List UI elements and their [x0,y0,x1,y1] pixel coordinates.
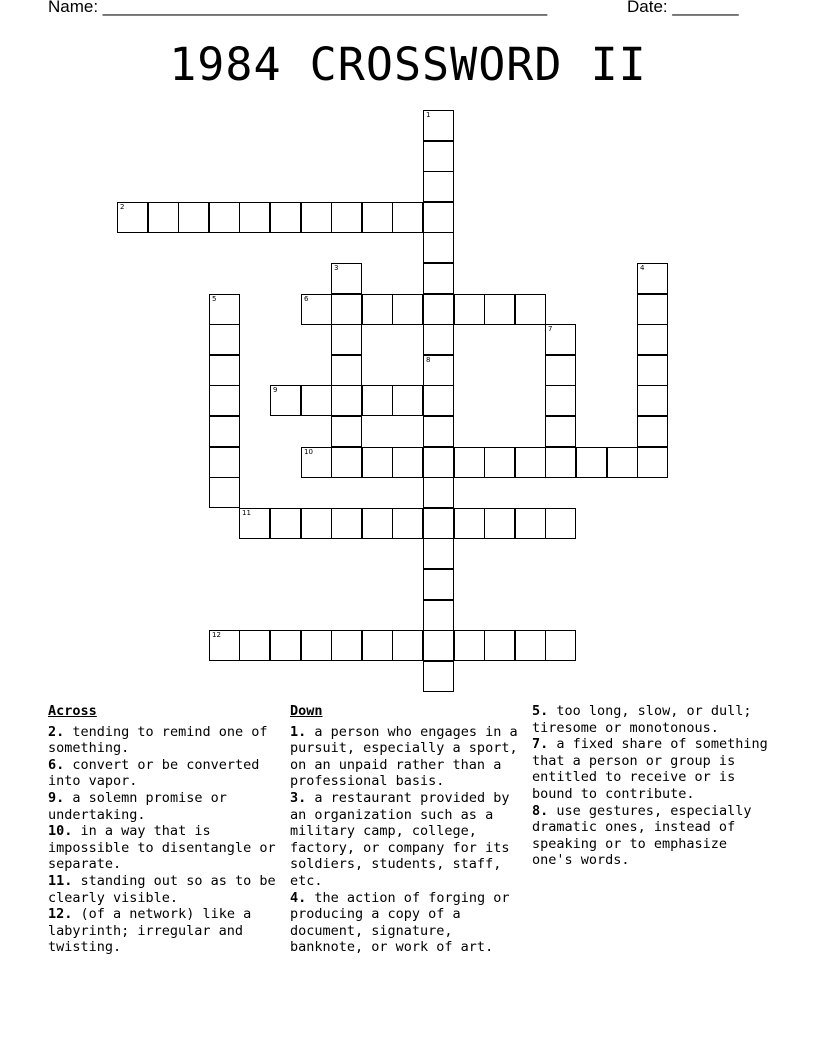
clue-item [48,823,280,873]
clue-item-number: 5. [532,703,549,719]
down-clues [290,703,526,956]
crossword-cell[interactable] [545,447,576,478]
clue-number: 11 [242,509,251,517]
crossword-cell[interactable] [301,508,332,539]
crossword-cell[interactable] [117,202,148,233]
crossword-cell[interactable] [484,630,515,661]
clue-item-text: convert or be converted into vapor. [48,756,260,790]
crossword-cell[interactable] [270,385,301,416]
name-field-label: Name: _______________________________________________ [48,0,548,16]
crossword-cell[interactable] [392,508,423,539]
crossword-cell[interactable] [637,294,668,325]
crossword-cell[interactable] [515,630,546,661]
crossword-cell[interactable] [392,294,423,325]
crossword-cell[interactable] [515,294,546,325]
crossword-cell[interactable] [331,294,362,325]
crossword-cell[interactable] [239,630,270,661]
clue-item-number: 4. [290,889,307,906]
date-field-label: Date: _______ [627,0,739,16]
crossword-cell[interactable] [301,202,332,233]
crossword-cell[interactable] [331,385,362,416]
clue-item-number: 2. [48,723,65,740]
crossword-cell[interactable] [423,508,454,539]
crossword-cell[interactable] [270,508,301,539]
clue-item-text: in a way that is impossible to disentangle or separate. [48,823,276,873]
crossword-cell[interactable] [454,294,485,325]
clue-item-number: 12. [48,906,73,923]
crossword-cell[interactable] [331,355,362,386]
crossword-cell[interactable] [423,538,454,569]
crossword-cell[interactable] [637,355,668,386]
clue-number: 2 [120,203,125,211]
clue-item [290,790,526,890]
crossword-cell[interactable] [423,141,454,172]
crossword-cell[interactable] [362,385,393,416]
crossword-cell[interactable] [637,324,668,355]
clue-item-text: a solemn promise or undertaking. [48,789,227,823]
down-clue-list [290,724,526,956]
crossword-cell[interactable] [270,630,301,661]
crossword-cell[interactable] [545,508,576,539]
clue-item-number: 10. [48,823,73,840]
clue-number: 3 [334,264,339,272]
crossword-cell[interactable] [209,202,240,233]
page-title: 1984 CROSSWORD II [169,38,647,91]
crossword-cell[interactable] [423,324,454,355]
crossword-cell[interactable] [392,630,423,661]
crossword-cell[interactable] [331,202,362,233]
crossword-cell[interactable] [392,385,423,416]
crossword-cell[interactable] [301,294,332,325]
crossword-cell[interactable] [423,416,454,447]
crossword-cell[interactable] [423,600,454,631]
clue-item-text: a person who engages in a pursuit, especially a sport, on an unpaid rather than a professional basis. [290,723,518,790]
clue-number: 1 [426,111,431,119]
clue-item-text: a restaurant provided by an organization such as a military camp, college, factory, or company for its soldiers, students, staff, etc. [290,789,510,889]
clue-item [48,757,280,790]
crossword-cell[interactable] [576,447,607,478]
down-clues-continued [532,703,772,869]
crossword-cell[interactable] [423,110,454,141]
clue-number: 10 [304,448,313,456]
crossword-cell[interactable] [515,447,546,478]
crossword-cell[interactable] [301,630,332,661]
crossword-cell[interactable] [545,630,576,661]
crossword-cell[interactable] [545,355,576,386]
crossword-cell[interactable] [423,171,454,202]
crossword-cell[interactable] [362,508,393,539]
crossword-cell[interactable] [545,385,576,416]
clue-item-text: too long, slow, or dull; tiresome or monotonous. [532,703,752,736]
clue-item [290,890,526,956]
clue-item-number: 8. [532,802,549,819]
crossword-cell[interactable] [331,630,362,661]
clue-item [48,873,280,906]
crossword-cell[interactable] [423,569,454,600]
crossword-cell[interactable] [454,508,485,539]
crossword-cell[interactable] [423,232,454,263]
crossword-cell[interactable] [209,447,240,478]
clue-item-number: 3. [290,789,307,806]
clue-item-number: 1. [290,723,307,740]
crossword-cell[interactable] [392,447,423,478]
crossword-cell[interactable] [209,355,240,386]
crossword-cell[interactable] [423,447,454,478]
clue-number: 6 [304,295,309,303]
clue-item-number: 11. [48,872,73,889]
down-clue-list-continued [532,703,772,869]
crossword-cell[interactable] [209,385,240,416]
crossword-cell[interactable] [423,263,454,294]
crossword-cell[interactable] [331,416,362,447]
crossword-cell[interactable] [362,630,393,661]
crossword-cell[interactable] [362,202,393,233]
clue-item [532,736,772,802]
clue-item-number: 9. [48,789,65,806]
crossword-cell[interactable] [301,447,332,478]
clue-number: 7 [548,325,553,333]
crossword-cell[interactable] [454,630,485,661]
clue-item [48,724,280,757]
clue-item [48,906,280,956]
crossword-cell[interactable] [178,202,209,233]
crossword-cell[interactable] [515,508,546,539]
crossword-cell[interactable] [637,447,668,478]
crossword-cell[interactable] [637,385,668,416]
crossword-cell[interactable] [209,630,240,661]
clue-item [48,790,280,823]
crossword-cell[interactable] [423,355,454,386]
crossword-cell[interactable] [484,294,515,325]
crossword-cell[interactable] [209,477,240,508]
clue-item-text: the action of forging or producing a copy of a document, signature, banknote, or work of art. [290,889,510,956]
crossword-cell[interactable] [209,294,240,325]
crossword-cell[interactable] [392,202,423,233]
clue-number: 8 [426,356,431,364]
clue-item-text: (of a network) like a labyrinth; irregular and twisting. [48,906,252,956]
crossword-cell[interactable] [484,447,515,478]
crossword-cell[interactable] [270,202,301,233]
crossword-cell[interactable] [209,324,240,355]
down-heading: Down [290,703,323,719]
crossword-cell[interactable] [301,385,332,416]
crossword-cell[interactable] [423,661,454,692]
clue-item [532,803,772,869]
clue-item-text: use gestures, especially dramatic ones, instead of speaking or to emphasize one's words. [532,802,752,869]
crossword-cell[interactable] [545,324,576,355]
clue-item [532,703,772,736]
clue-number: 5 [212,295,217,303]
crossword-cell[interactable] [423,630,454,661]
crossword-cell[interactable] [331,263,362,294]
crossword-cell[interactable] [148,202,179,233]
clue-item-text: tending to remind one of something. [48,723,268,757]
crossword-cell[interactable] [423,477,454,508]
crossword-cell[interactable] [209,416,240,447]
clue-item-number: 6. [48,756,65,773]
clue-number: 9 [273,386,278,394]
across-clues [48,703,280,956]
clue-item-text: a fixed share of something that a person or group is entitled to receive or is bound to contribute. [532,736,768,802]
crossword-cell[interactable] [362,294,393,325]
crossword-cell[interactable] [239,202,270,233]
crossword-cell[interactable] [331,447,362,478]
clue-number: 4 [640,264,645,272]
crossword-cell[interactable] [331,508,362,539]
crossword-cell[interactable] [637,416,668,447]
crossword-cell[interactable] [423,294,454,325]
clue-item-text: standing out so as to be clearly visible. [48,872,276,906]
crossword-cell[interactable] [239,508,270,539]
crossword-cell[interactable] [423,202,454,233]
crossword-cell[interactable] [484,508,515,539]
clue-number: 12 [212,631,221,639]
across-clue-list [48,724,280,956]
crossword-cell[interactable] [454,447,485,478]
crossword-cell[interactable] [362,447,393,478]
across-heading: Across [48,703,97,719]
crossword-cell[interactable] [331,324,362,355]
crossword-cell[interactable] [607,447,638,478]
clue-item-number: 7. [532,736,549,753]
crossword-cell[interactable] [545,416,576,447]
clue-item [290,724,526,790]
crossword-cell[interactable] [423,385,454,416]
crossword-cell[interactable] [637,263,668,294]
